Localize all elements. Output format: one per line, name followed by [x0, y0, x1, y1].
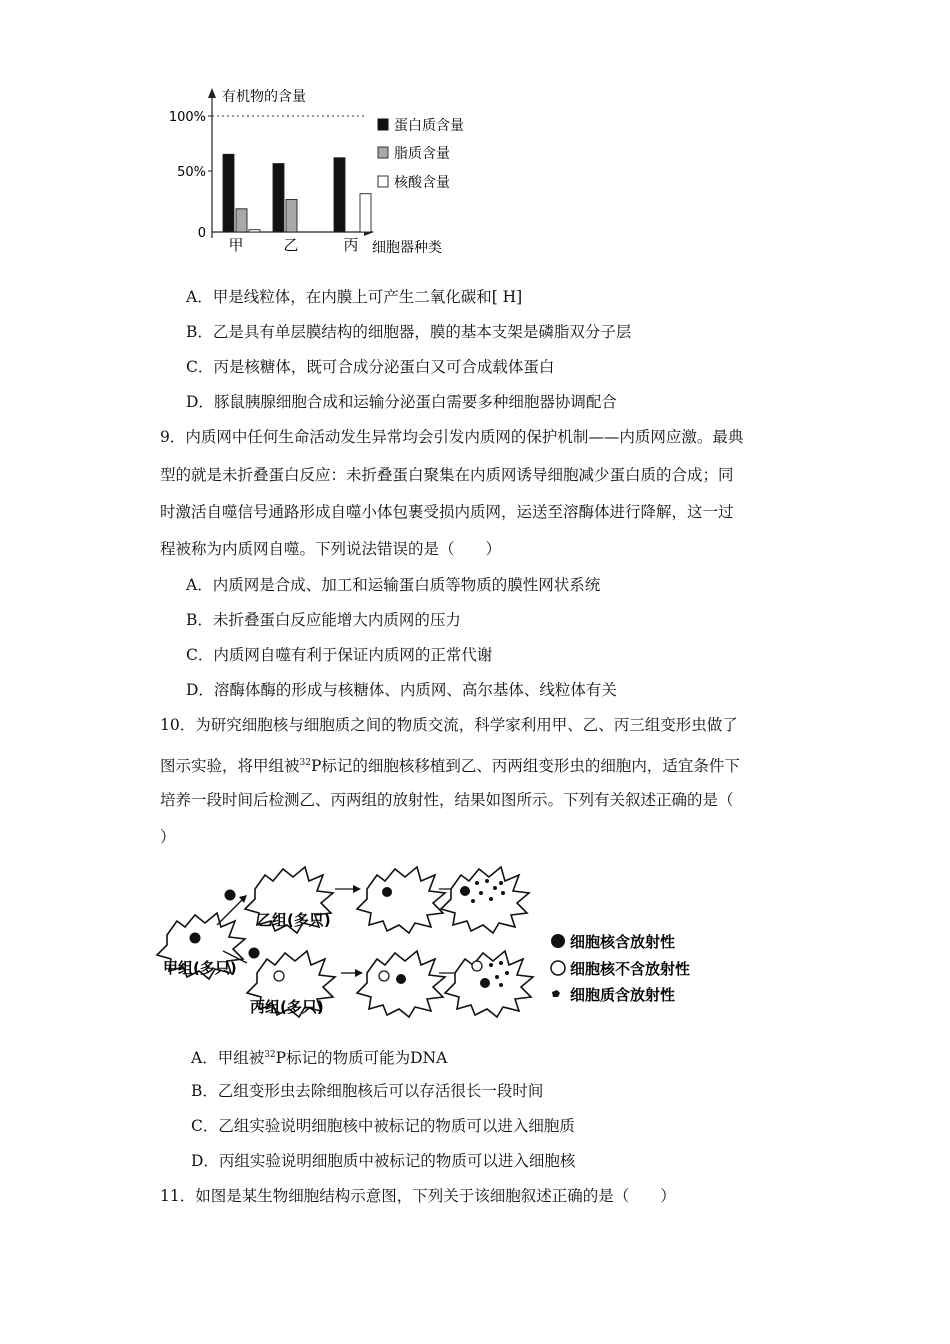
legend-label-nucleic-acid: 核酸含量	[394, 175, 450, 191]
cell-yi-2	[357, 867, 445, 933]
label-group-yi: 乙组(多只)	[257, 911, 331, 929]
q9-option-a: A．内质网是合成、加工和运输蛋白质等物质的膜性网状系统	[186, 576, 601, 594]
bar-乙-protein	[273, 164, 284, 232]
cell-bing-2	[357, 951, 445, 1017]
bar-甲-protein	[223, 154, 234, 232]
q8-option-a: A．甲是线粒体，在内膜上可产生二氧化碳和[ H]	[186, 288, 523, 306]
legend-hollow-circle-icon	[551, 961, 565, 975]
legend-dot-icon	[552, 990, 560, 997]
amoeba-experiment-figure	[155, 855, 715, 1025]
y-tick-50: 50%	[177, 165, 206, 180]
q10-option-a-text-2: P标记的物质可能为DNA	[275, 1049, 448, 1067]
transferred-nucleus-top	[225, 890, 236, 901]
legend-swatch-protein	[378, 119, 388, 130]
category-label-yi: 乙	[283, 236, 299, 254]
legend-dots-label: 细胞质含放射性	[570, 986, 676, 1004]
cell-bing-3	[445, 951, 533, 1017]
x-axis-label: 细胞器种类	[372, 240, 442, 256]
q9-option-c: C．内质网自噬有利于保证内质网的正常代谢	[186, 646, 493, 664]
category-label-bing: 丙	[343, 236, 359, 254]
legend-swatch-lipid	[378, 147, 388, 158]
label-group-jia: 甲组(多只)	[163, 959, 237, 977]
figure-legend	[551, 933, 690, 1004]
q10-stem-line-4: ）	[160, 828, 176, 846]
q10-stem-line-1: 10．为研究细胞核与细胞质之间的物质交流，科学家利用甲、乙、丙三组变形虫做了	[160, 716, 738, 734]
q9-stem-line-1: 9．内质网中任何生命活动发生异常均会引发内质网的保护机制——内质网应激。最典	[160, 428, 744, 446]
transferred-nucleus-bottom	[249, 948, 260, 959]
legend-swatch-nucleic-acid	[378, 176, 388, 187]
organelle-composition-chart	[160, 80, 490, 265]
q8-option-b: B．乙是具有单层膜结构的细胞器，膜的基本支架是磷脂双分子层	[186, 323, 632, 341]
y-tick-0: 0	[197, 226, 206, 241]
bar-丙-nucleic-acid	[360, 194, 371, 232]
q10-option-c: C．乙组实验说明细胞核中被标记的物质可以进入细胞质	[191, 1117, 575, 1135]
q9-stem-line-2: 型的就是未折叠蛋白反应：未折叠蛋白聚集在内质网诱导细胞减少蛋白质的合成；同	[160, 466, 734, 484]
legend-hollow-label: 细胞核不含放射性	[570, 960, 691, 978]
q8-option-d: D．豚鼠胰腺细胞合成和运输分泌蛋白需要多种细胞器协调配合	[186, 393, 617, 411]
q10-isotope-mass: 32	[299, 758, 311, 768]
bars-group	[223, 154, 371, 232]
label-group-bing: 丙组(多只)	[250, 998, 324, 1016]
y-axis	[208, 88, 216, 238]
bar-乙-lipid	[286, 200, 297, 232]
q9-stem-line-4: 程被称为内质网自噬。下列说法错误的是（ ）	[160, 540, 502, 558]
category-label-jia: 甲	[228, 236, 244, 254]
y-tick-100: 100%	[168, 110, 206, 125]
q10-option-a-isotope: 32	[264, 1050, 276, 1060]
q10-stem-line-2	[160, 753, 740, 776]
q10-stem-line-3: 培养一段时间后检测乙、丙两组的放射性，结果如图所示。下列有关叙述正确的是（	[160, 791, 734, 809]
cell-yi-3	[441, 867, 529, 933]
legend-label-protein: 蛋白质含量	[394, 118, 464, 134]
q10-option-b: B．乙组变形虫去除细胞核后可以存活很长一段时间	[191, 1082, 544, 1100]
q10-option-a-text-1: A．甲组被	[191, 1049, 265, 1067]
legend-label-lipid: 脂质含量	[394, 146, 450, 162]
bar-甲-lipid	[236, 209, 247, 232]
q10-option-a	[191, 1045, 447, 1068]
legend-filled-circle-icon	[551, 934, 565, 948]
q8-option-c: C．丙是核糖体，既可合成分泌蛋白又可合成载体蛋白	[186, 358, 555, 376]
bar-丙-protein	[334, 158, 345, 232]
q9-stem-line-3: 时激活自噬信号通路形成自噬小体包裹受损内质网，运送至溶酶体进行降解，这一过	[160, 503, 734, 521]
legend	[378, 118, 464, 191]
q10-option-d: D．丙组实验说明细胞质中被标记的物质可以进入细胞核	[191, 1152, 576, 1170]
q10-stem-line-2b: P标记的细胞核移植到乙、丙两组变形虫的细胞内，适宜条件下	[310, 757, 740, 775]
q11-stem: 11．如图是某生物细胞结构示意图，下列关于该细胞叙述正确的是（ ）	[160, 1187, 676, 1205]
legend-filled-label: 细胞核含放射性	[570, 933, 676, 951]
bar-甲-nucleic-acid	[249, 230, 260, 232]
q9-option-d: D．溶酶体酶的形成与核糖体、内质网、高尔基体、线粒体有关	[186, 681, 617, 699]
q10-stem-line-2a: 图示实验，将甲组被	[160, 757, 300, 775]
q9-option-b: B．未折叠蛋白反应能增大内质网的压力	[186, 611, 461, 629]
y-axis-label: 有机物的含量	[222, 89, 306, 105]
